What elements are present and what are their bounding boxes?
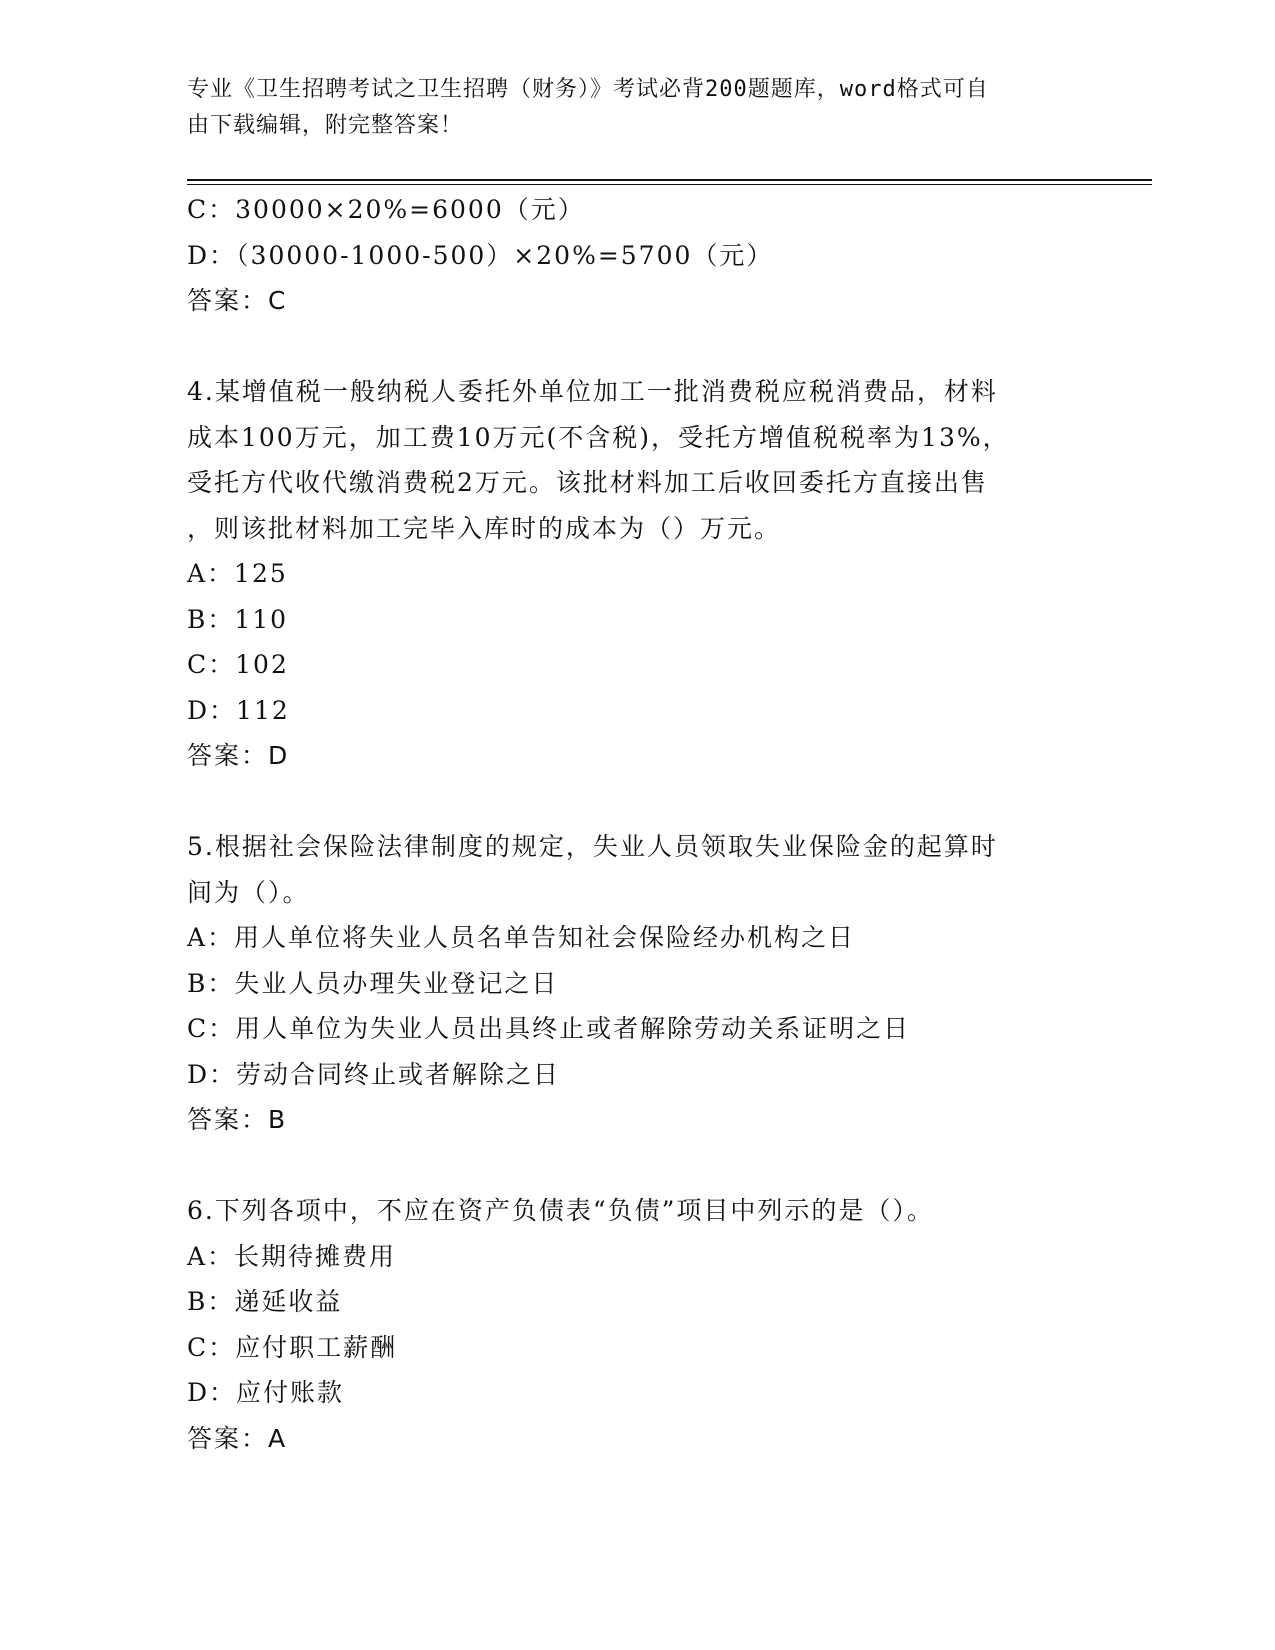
question-text-line: 6.下列各项中，不应在资产负债表“负债”项目中列示的是（）。 (187, 1196, 934, 1225)
question-text-line: ，则该批材料加工完毕入库时的成本为（）万元。 (187, 513, 782, 543)
previous-question-block (187, 187, 1067, 324)
answer-line: 答案：B (187, 1105, 288, 1134)
answer-line: 答案：A (187, 1423, 288, 1453)
option-b: B：递延收益 (187, 1287, 343, 1316)
question-text-line: 间为（）。 (187, 877, 310, 907)
header-divider-thick (187, 179, 1152, 181)
header-line-1: 专业《卫生招聘考试之卫生招聘（财务）》考试必背200题题库，word格式可自 (187, 77, 989, 102)
option-c: C：应付职工薪酬 (187, 1332, 398, 1362)
option-d: D：（30000-1000-500）×20%=5700（元） (187, 240, 774, 270)
option-c: C：用人单位为失业人员出具终止或者解除劳动关系证明之日 (187, 1014, 911, 1043)
question-6-block (187, 1188, 1067, 1461)
answer-line: 答案：C (187, 286, 288, 315)
option-c: C：102 (187, 650, 289, 679)
header-divider-thin (187, 184, 1152, 185)
option-b: B：失业人员办理失业登记之日 (187, 968, 559, 998)
question-text-line: 5.根据社会保险法律制度的规定，失业人员领取失业保险金的起算时 (187, 832, 998, 861)
option-a: A：用人单位将失业人员名单告知社会保险经办机构之日 (187, 923, 856, 952)
spacer (187, 779, 1067, 825)
option-d: D：应付账款 (187, 1378, 345, 1407)
header-line-2: 由下载编辑，附完整答案！ (187, 113, 464, 138)
question-content (187, 187, 1067, 1461)
option-d: D：112 (187, 695, 290, 725)
option-a: A：125 (187, 559, 288, 588)
spacer (187, 324, 1067, 370)
spacer (187, 1143, 1067, 1189)
option-c: C：30000×20%=6000（元） (187, 195, 585, 224)
document-header (187, 72, 1067, 144)
question-text-line: 成本100万元，加工费10万元(不含税)，受托方增值税税率为13%， (187, 422, 1010, 452)
question-text-line: 4.某增值税一般纳税人委托外单位加工一批消费税应税消费品，材料 (187, 377, 998, 406)
answer-line: 答案：D (187, 741, 290, 770)
question-5-block (187, 824, 1067, 1143)
option-b: B：110 (187, 604, 289, 634)
question-4-block (187, 369, 1067, 779)
option-a: A：长期待摊费用 (187, 1241, 397, 1271)
option-d: D：劳动合同终止或者解除之日 (187, 1059, 561, 1089)
question-text-line: 受托方代收代缴消费税2万元。该批材料加工后收回委托方直接出售 (187, 468, 988, 497)
